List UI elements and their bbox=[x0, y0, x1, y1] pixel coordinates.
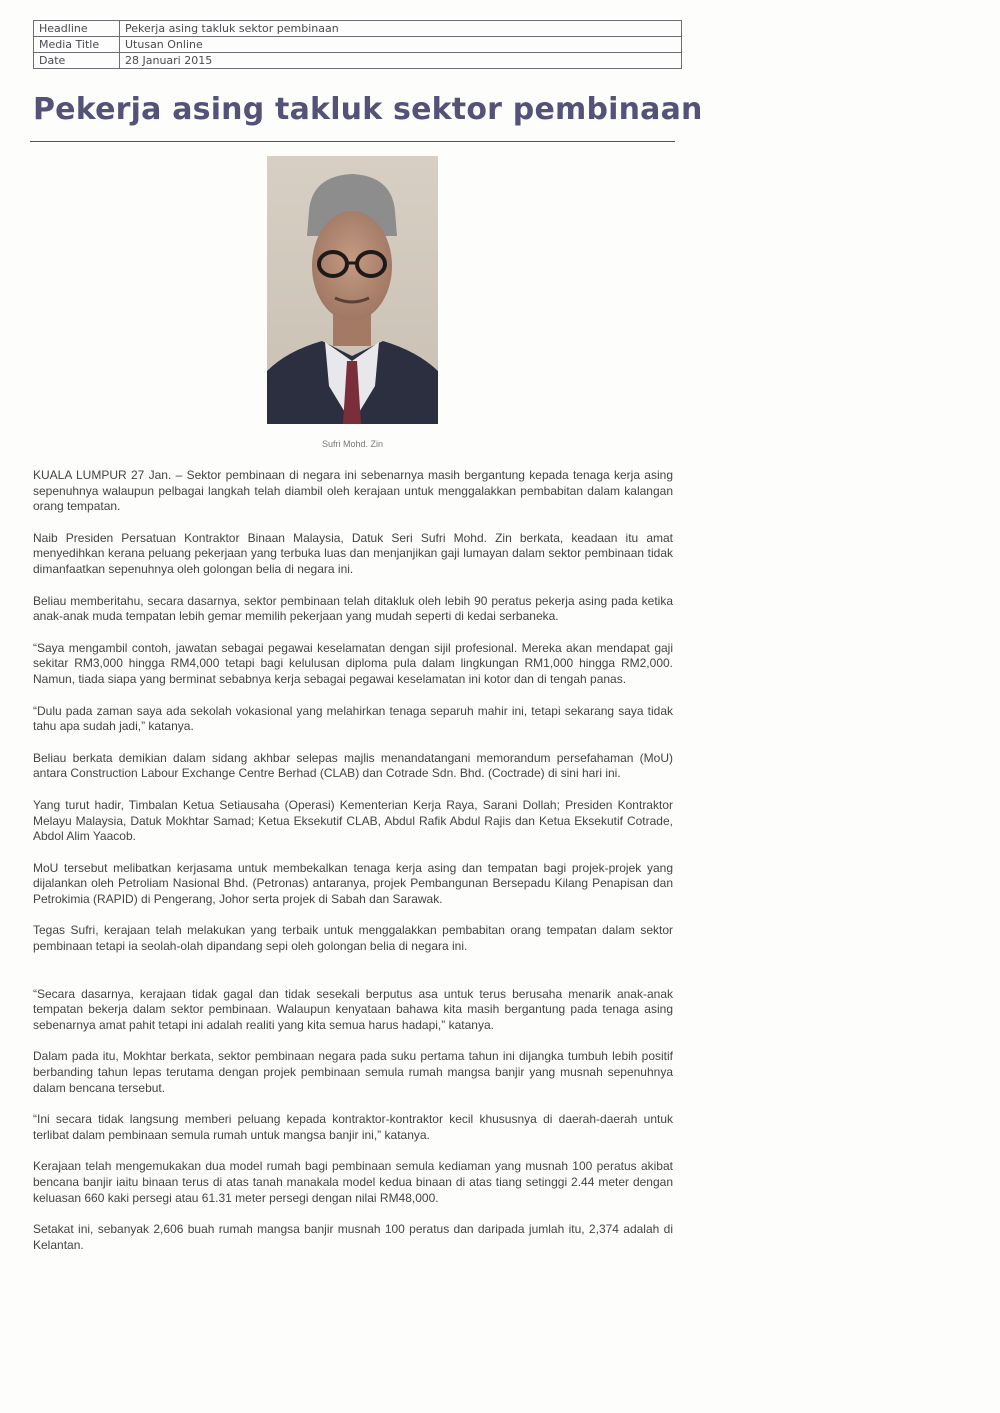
metadata-label: Date bbox=[34, 53, 120, 69]
headline-divider bbox=[30, 141, 675, 142]
article-paragraph: Naib Presiden Persatuan Kontraktor Binaan Malaysia, Datuk Seri Sufri Mohd. Zin berkata, keadaan itu amat menyedihkan kerana peluang pekerjaan yang terbuka luas dan menjanjikan gaji lumayan dalam sektor pembinaan tidak dimanfaatkan sepenuhnya oleh golongan belia di negara ini. bbox=[33, 530, 673, 576]
article-paragraph: “Dulu pada zaman saya ada sekolah vokasional yang melahirkan tenaga separuh mahir ini, tetapi sekarang saya tidak tahu apa sudah jadi,” katanya. bbox=[33, 703, 673, 734]
article-headline: Pekerja asing takluk sektor pembinaan bbox=[33, 92, 703, 127]
article-body bbox=[33, 468, 673, 1269]
photo-caption: Sufri Mohd. Zin bbox=[321, 439, 384, 449]
metadata-label: Media Title bbox=[34, 37, 120, 53]
metadata-row-headline bbox=[34, 21, 682, 37]
article-paragraph: KUALA LUMPUR 27 Jan. – Sektor pembinaan di negara ini sebenarnya masih bergantung kepada tenaga kerja asing sepenuhnya walaupun pelbagai langkah telah diambil oleh kerajaan untuk menggalakkan pembabitan dalam kalangan orang tempatan. bbox=[33, 468, 673, 514]
metadata-row-media-title bbox=[34, 37, 682, 53]
article-paragraph: Dalam pada itu, Mokhtar berkata, sektor pembinaan negara pada suku pertama tahun ini dijangka tumbuh lebih positif berbanding tahun lepas terutama dengan projek pembinaan semula rumah mangsa banjir yang musnah sepenuhnya dalam bencana tersebut. bbox=[33, 1049, 673, 1095]
metadata-value: Utusan Online bbox=[120, 37, 682, 53]
metadata-value: Pekerja asing takluk sektor pembinaan bbox=[120, 21, 682, 37]
metadata-value: 28 Januari 2015 bbox=[120, 53, 682, 69]
portrait-photo bbox=[267, 156, 438, 424]
metadata-row-date bbox=[34, 53, 682, 69]
article-paragraph: Setakat ini, sebanyak 2,606 buah rumah mangsa banjir musnah 100 peratus dan daripada jumlah itu, 2,374 adalah di Kelantan. bbox=[33, 1222, 673, 1252]
article-paragraph: “Ini secara tidak langsung memberi peluang kepada kontraktor-kontraktor kecil khususnya di daerah-daerah untuk terlibat dalam pembinaan semula rumah untuk mangsa banjir ini,” katanya. bbox=[33, 1112, 673, 1142]
metadata-table bbox=[33, 20, 682, 69]
article-paragraph: Kerajaan telah mengemukakan dua model rumah bagi pembinaan semula kediaman yang musnah 100 peratus akibat bencana banjir iaitu binaan terus di atas tanah manakala model kedua binaan di atas tiang setinggi 2.44 meter dengan keluasan 660 kaki persegi atau 61.31 meter persegi dengan nilai RM48,000. bbox=[33, 1159, 673, 1205]
article-paragraph: “Saya mengambil contoh, jawatan sebagai pegawai keselamatan dengan sijil profesional. Mereka akan mendapat gaji sekitar RM3,000 hingga RM4,000 tetapi bagi kelulusan diploma pula dalam lingkungan RM1,000 hingga RM2,000. Namun, tiada siapa yang berminat sebabnya kerja sebagai pegawai keselamatan ini kotor dan di tengah panas. bbox=[33, 640, 673, 686]
article-paragraph: MoU tersebut melibatkan kerjasama untuk membekalkan tenaga kerja asing dan tempatan bagi projek-projek yang dijalankan oleh Petroliam Nasional Bhd. (Petronas) antaranya, projek Pembangunan Bersepadu Kilang Penapisan dan Petrokimia (RAPID) di Pengerang, Johor serta projek di Sabah dan Sarawak. bbox=[33, 860, 673, 906]
article-paragraph: “Secara dasarnya, kerajaan tidak gagal dan tidak sesekali berputus asa untuk terus berusaha menarik anak-anak tempatan bekerja dalam sektor pembinaan. Walaupun kenyataan bahawa kita masih bergantung pada tenaga asing sebenarnya amat pahit tetapi ini adalah realiti yang kita semua harus hadapi,” katanya. bbox=[33, 986, 673, 1032]
article-paragraph: Beliau berkata demikian dalam sidang akhbar selepas majlis menandatangani memorandum persefahaman (MoU) antara Construction Labour Exchange Centre Berhad (CLAB) dan Cotrade Sdn. Bhd. (Coctrade) di sini hari ini. bbox=[33, 750, 673, 781]
article-paragraph: Beliau memberitahu, secara dasarnya, sektor pembinaan telah ditakluk oleh lebih 90 peratus pekerja asing pada ketika anak-anak muda tempatan lebih gemar memilih pekerjaan yang mudah seperti di kedai serbaneka. bbox=[33, 593, 673, 624]
metadata-label: Headline bbox=[34, 21, 120, 37]
article-paragraph: Tegas Sufri, kerajaan telah melakukan yang terbaik untuk menggalakkan pembabitan orang tempatan dalam sektor pembinaan tetapi ia seolah-olah dipandang sepi oleh golongan belia di negara ini. bbox=[33, 923, 673, 954]
article-paragraph: Yang turut hadir, Timbalan Ketua Setiausaha (Operasi) Kementerian Kerja Raya, Sarani Dollah; Presiden Kontraktor Melayu Malaysia, Datuk Mokhtar Samad; Ketua Eksekutif CLAB, Abdul Rafik Abdul Rajis dan Ketua Eksekutif Cotrade, Abdol Alim Yaacob. bbox=[33, 797, 673, 844]
